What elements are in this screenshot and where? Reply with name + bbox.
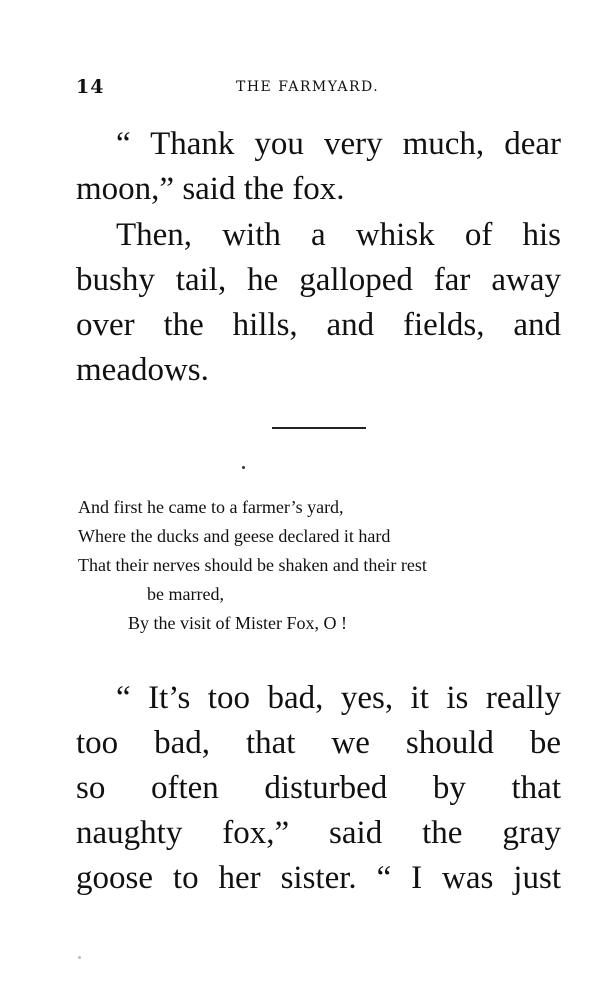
- text-line: meadows.: [76, 352, 209, 388]
- text-line: too bad, that we should be: [76, 725, 561, 761]
- print-speck: [242, 466, 245, 469]
- text-line: over the hills, and fields, and: [76, 307, 561, 343]
- text-line: “ It’s too bad, yes, it is really: [116, 680, 561, 716]
- running-head: THE FARMYARD.: [236, 79, 380, 95]
- section-divider: [272, 427, 366, 429]
- text-line: goose to her sister. “ I was just: [76, 860, 561, 896]
- text-line: Then, with a whisk of his: [116, 217, 561, 253]
- text-line: bushy tail, he galloped far away: [76, 262, 561, 298]
- verse-line: That their nerves should be shaken and their rest: [78, 555, 427, 575]
- verse-line: By the visit of Mister Fox, O !: [128, 613, 347, 633]
- paragraph-too-bad: [76, 676, 561, 901]
- verse-line-continuation: be marred,: [147, 584, 224, 604]
- verse-line: Where the ducks and geese declared it hard: [78, 526, 391, 546]
- verse-stanza: [78, 493, 568, 638]
- paragraph-thank-you: [76, 122, 561, 212]
- print-speck: [78, 956, 81, 959]
- text-line: naughty fox,” said the gray: [76, 815, 561, 851]
- text-line: so often disturbed by that: [76, 770, 561, 806]
- page-header: [76, 76, 561, 100]
- text-line: “ Thank you very much, dear: [116, 126, 561, 162]
- text-line: moon,” said the fox.: [76, 171, 345, 207]
- verse-line: And first he came to a farmer’s yard,: [78, 497, 344, 517]
- paragraph-galloped: [76, 213, 561, 393]
- page-number: 14: [76, 76, 105, 98]
